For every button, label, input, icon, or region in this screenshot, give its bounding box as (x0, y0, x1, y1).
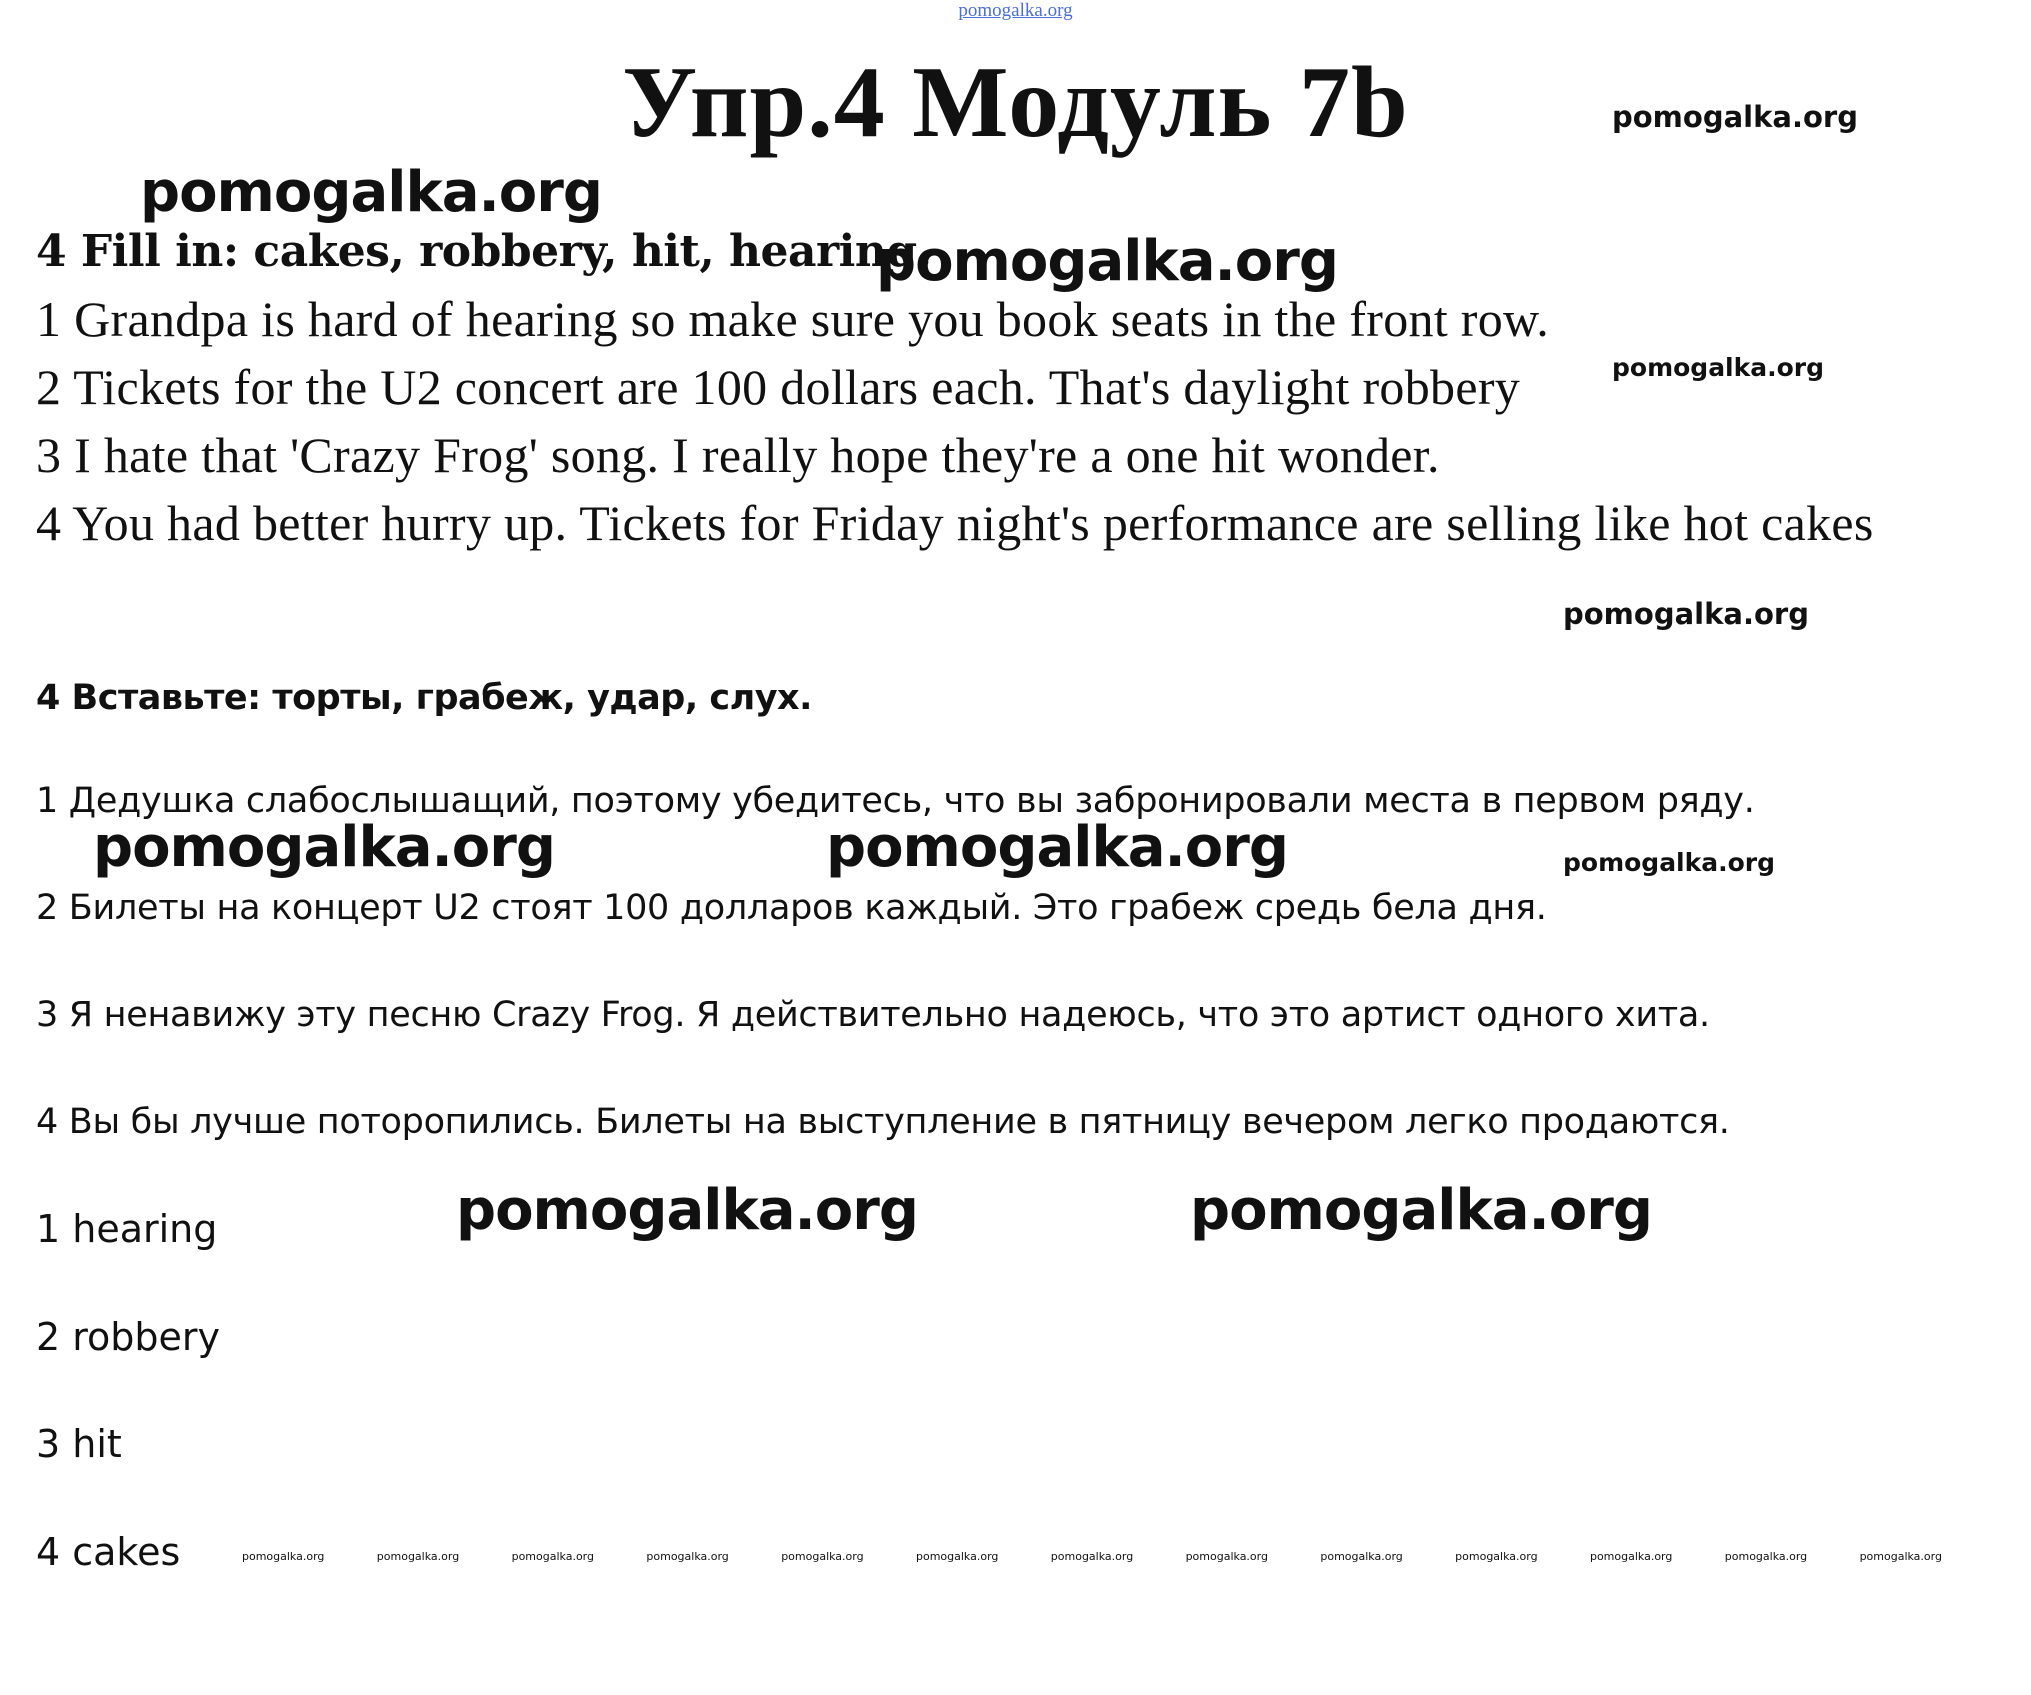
watermark-text: pomogalka.org (826, 815, 1288, 880)
watermark-row (242, 1550, 1942, 1563)
watermark-text: pomogalka.org (1455, 1550, 1538, 1563)
watermark-text: pomogalka.org (915, 1550, 999, 1563)
watermark-text: pomogalka.org (140, 160, 602, 225)
english-sentence: 4 You had better hurry up. Tickets for Friday night's performance are selling like hot cakes (36, 495, 1874, 551)
watermark-text: pomogalka.org (456, 1178, 918, 1243)
russian-sentence: 1 Дедушка слабослышащий, поэтому убедитесь, что вы забронировали места в первом ряду. (36, 781, 1755, 821)
watermark-text: pomogalka.org (1190, 1178, 1652, 1243)
watermark-text: pomogalka.org (1050, 1550, 1134, 1563)
watermark-text: pomogalka.org (1724, 1550, 1808, 1563)
russian-sentence: 3 Я ненавижу эту песню Crazy Frog. Я действительно надеюсь, что это артист одного хита. (36, 995, 1710, 1035)
english-sentence: 1 Grandpa is hard of hearing so make sure you book seats in the front row. (36, 291, 1550, 347)
watermark-text: pomogalka.org (1563, 848, 1776, 877)
watermark-text: pomogalka.org (1589, 1550, 1673, 1563)
watermark-text: pomogalka.org (1859, 1550, 1942, 1563)
watermark-text: pomogalka.org (1612, 353, 1825, 382)
answer-item: 3 hit (36, 1422, 122, 1466)
watermark-text: pomogalka.org (781, 1550, 864, 1563)
answer-item: 4 cakes (36, 1530, 181, 1574)
watermark-text: pomogalka.org (376, 1550, 460, 1563)
watermark-text: pomogalka.org (1320, 1550, 1403, 1563)
answer-item: 1 hearing (36, 1207, 218, 1251)
exercise-heading-english: 4 Fill in: cakes, robbery, hit, hearing. (36, 226, 932, 277)
watermark-text: pomogalka.org (242, 1550, 325, 1563)
russian-sentence: 2 Билеты на концерт U2 стоят 100 долларов каждый. Это грабеж средь бела дня. (36, 888, 1547, 928)
watermark-text: pomogalka.org (1563, 597, 1809, 631)
watermark-text: pomogalka.org (93, 815, 555, 880)
watermark-text: pomogalka.org (511, 1550, 594, 1563)
exercise-heading-russian: 4 Вставьте: торты, грабеж, удар, слух. (36, 678, 812, 718)
source-link[interactable]: pomogalka.org (958, 0, 1073, 21)
answer-item: 2 robbery (36, 1315, 221, 1359)
watermark-text: pomogalka.org (1185, 1550, 1268, 1563)
watermark-text: pomogalka.org (1612, 100, 1858, 134)
english-sentence: 3 I hate that 'Crazy Frog' song. I really hope they're a one hit wonder. (36, 427, 1440, 483)
page-title: Упр.4 Модуль 7b (622, 46, 1409, 159)
english-sentence: 2 Tickets for the U2 concert are 100 dollars each. That's daylight robbery (36, 359, 1521, 415)
watermark-text: pomogalka.org (646, 1550, 729, 1563)
russian-sentence: 4 Вы бы лучше поторопились. Билеты на выступление в пятницу вечером легко продаются. (36, 1102, 1730, 1142)
watermark-text: pomogalka.org (876, 229, 1338, 294)
